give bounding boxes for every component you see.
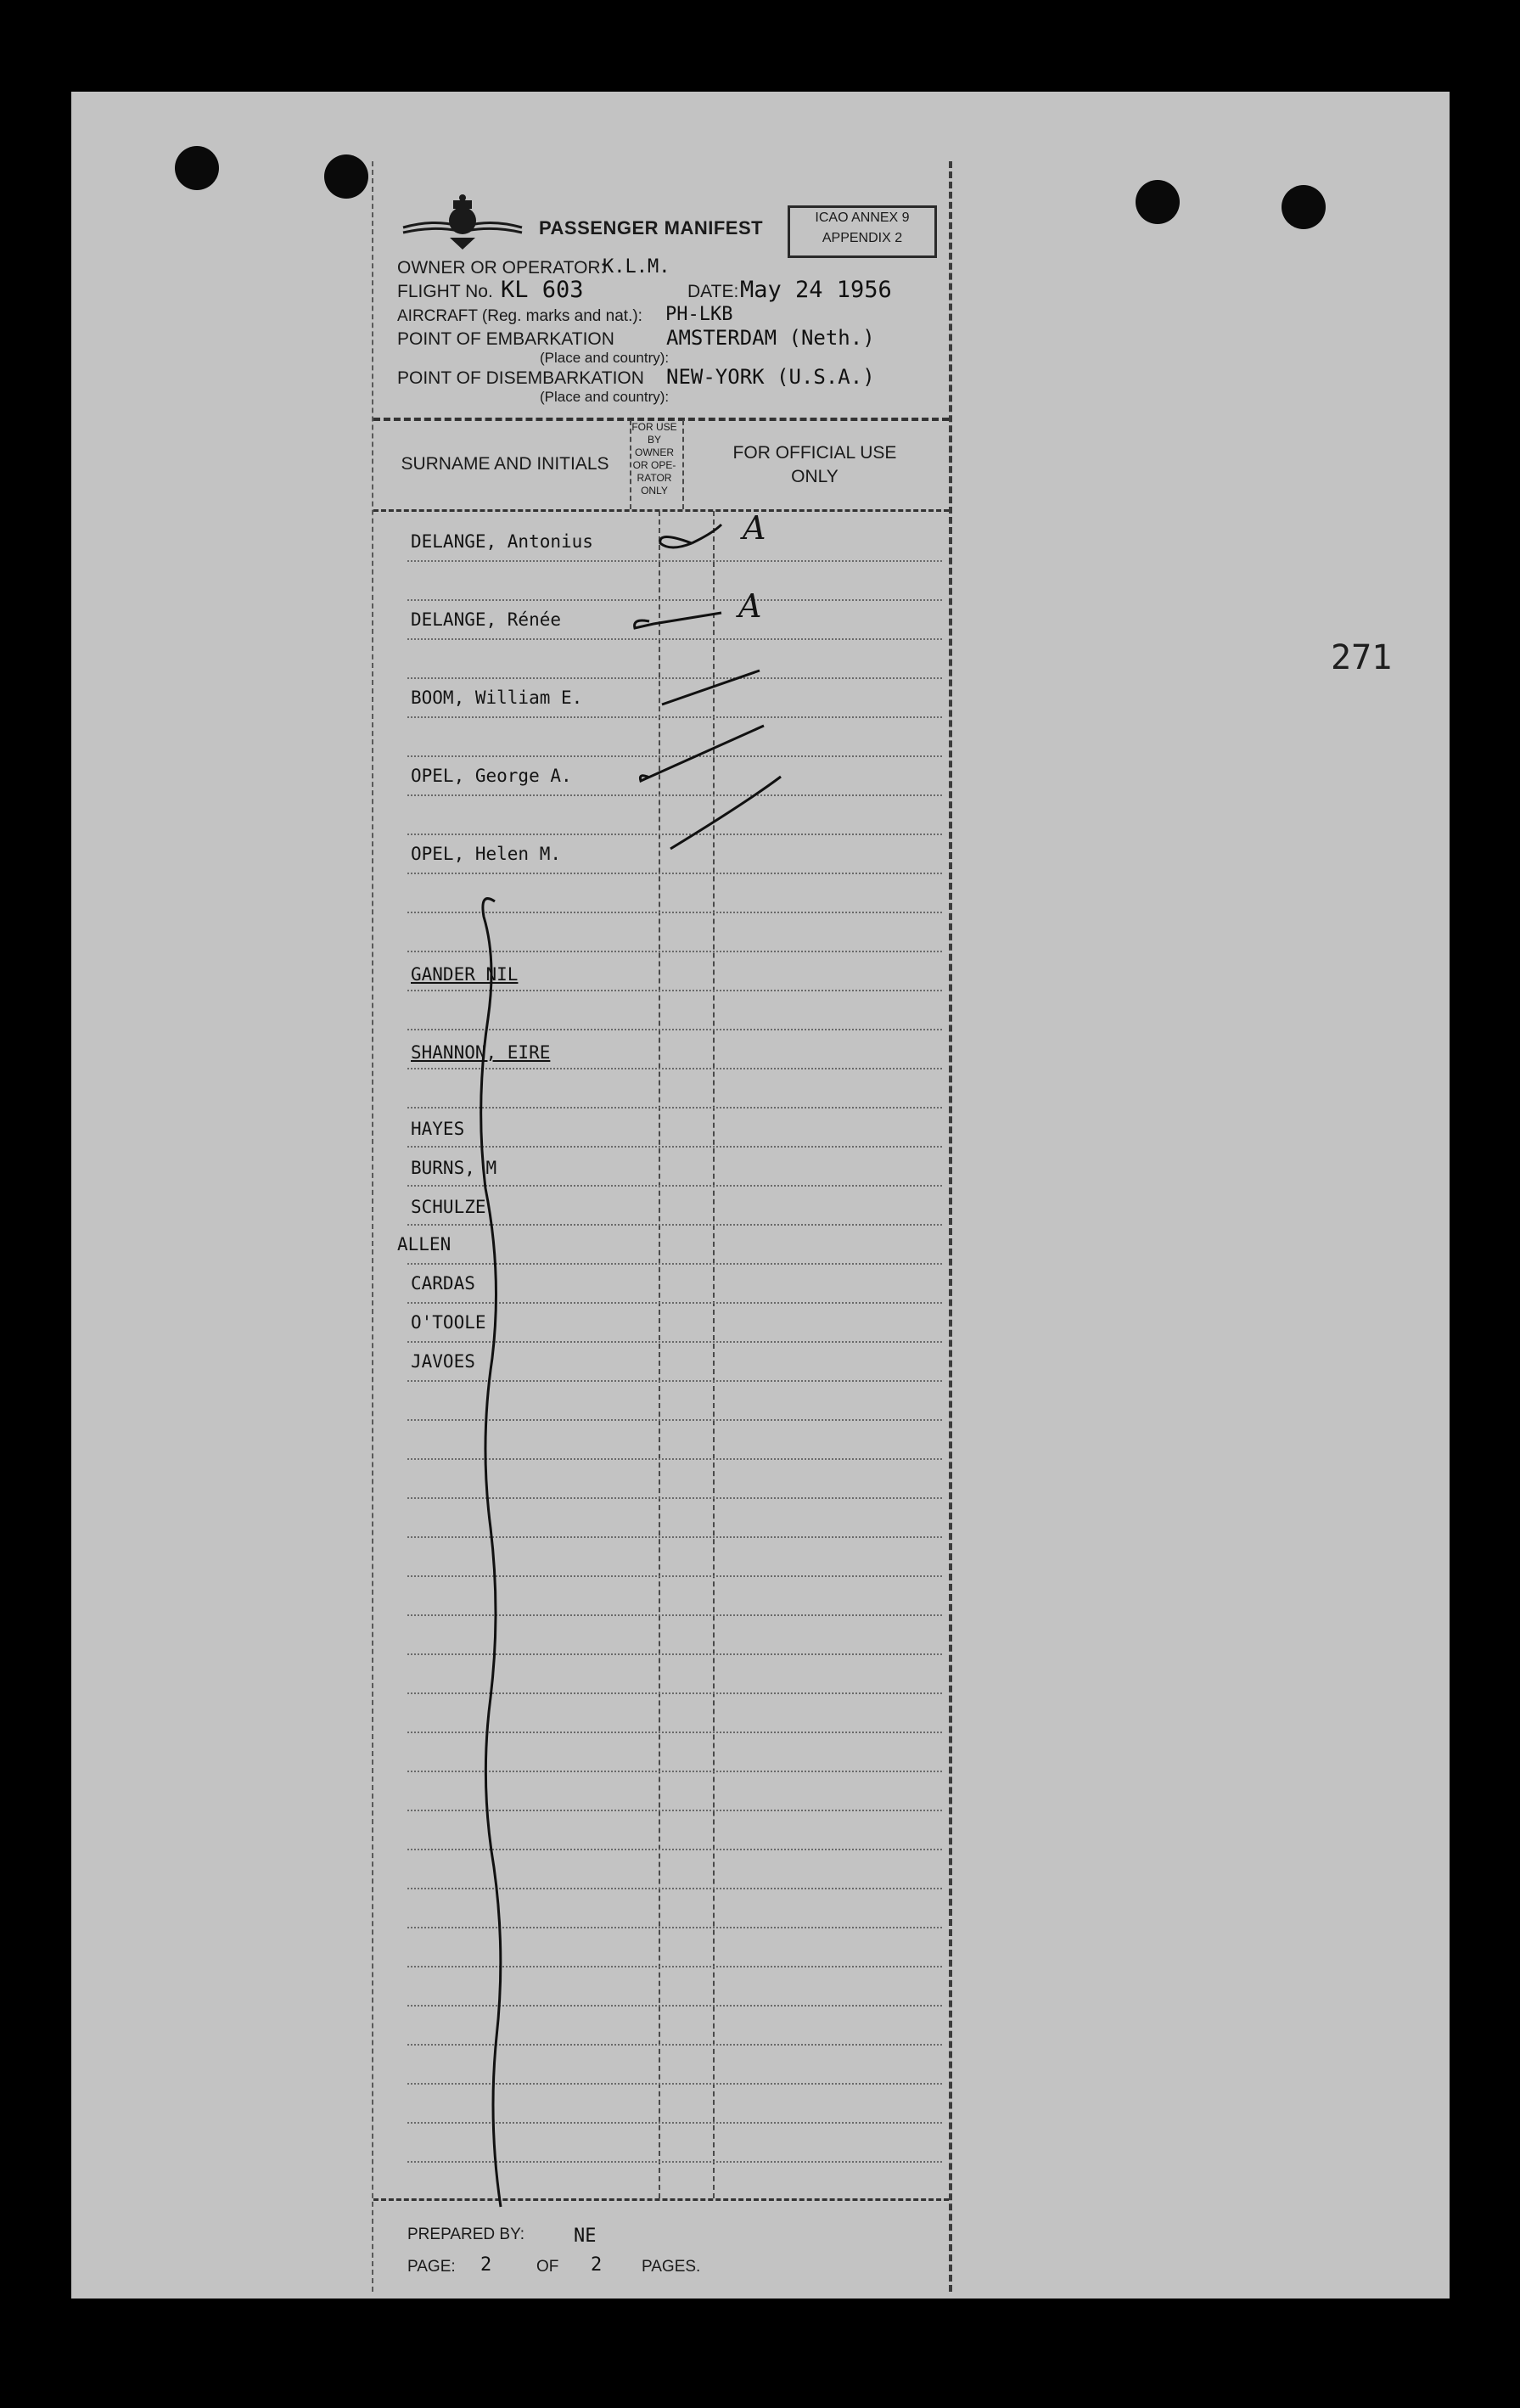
icao-reference-box [788, 205, 937, 258]
ruled-line [407, 1966, 942, 1967]
ruled-line [407, 912, 942, 913]
page-label: PAGE: [407, 2258, 456, 2276]
ruled-line [407, 2083, 942, 2085]
owner-use-line: RATOR [637, 472, 672, 484]
ruled-line [407, 1068, 942, 1069]
prepared-by-label: PREPARED BY: [407, 2226, 524, 2243]
ruled-line [407, 1107, 942, 1109]
official-mark: A [743, 509, 766, 547]
date-value: May 24 1956 [740, 277, 892, 303]
ruled-line [407, 1185, 942, 1187]
ruled-line [407, 990, 942, 991]
disembarkation-label: POINT OF DISEMBARKATION [397, 368, 644, 388]
ruled-line [407, 1888, 942, 1889]
ruled-line [407, 1810, 942, 1811]
ruled-line [407, 1732, 942, 1733]
of-value: 2 [591, 2254, 603, 2276]
ruled-line [407, 677, 942, 679]
ruled-line [407, 1302, 942, 1304]
official-use-column-header [687, 441, 942, 489]
passenger-name: BOOM, William E. [411, 688, 583, 708]
ruled-line [407, 2161, 942, 2163]
aircraft-value: PH-LKB [665, 304, 733, 325]
additional-name: BURNS, M [411, 1158, 497, 1178]
stop-entry: GANDER NIL [411, 964, 519, 985]
ruled-line [407, 755, 942, 757]
stop-entry: SHANNON, EIRE [411, 1042, 551, 1063]
footer-rule [373, 2198, 949, 2201]
ruled-line [407, 2122, 942, 2124]
ruled-line [407, 1263, 942, 1265]
additional-name: CARDAS [411, 1273, 475, 1294]
embarkation-label: POINT OF EMBARKATION [397, 329, 614, 349]
owner-value: K.L.M. [603, 256, 670, 278]
ruled-line [407, 1224, 942, 1226]
additional-name: O'TOOLE [411, 1312, 486, 1333]
page-number: 271 [1331, 638, 1393, 677]
ruled-line [407, 1341, 942, 1343]
owner-use-line: OWNER [635, 446, 674, 458]
ruled-line [407, 834, 942, 835]
ruled-line [407, 1458, 942, 1460]
owner-use-line: BY [647, 434, 661, 446]
date-label: DATE: [687, 282, 739, 301]
punch-hole [1282, 185, 1326, 229]
punch-hole [175, 146, 219, 190]
column-divider [713, 511, 715, 2198]
ruled-line [407, 1380, 942, 1382]
official-use-line: ONLY [791, 467, 839, 486]
ruled-line [407, 599, 942, 601]
prepared-by-value: NE [574, 2226, 597, 2247]
ruled-line [407, 1692, 942, 1694]
column-header-rule [373, 509, 949, 512]
passenger-name: DELANGE, Antonius [411, 531, 593, 552]
aircraft-label: AIRCRAFT (Reg. marks and nat.): [397, 307, 642, 325]
ruled-line [407, 794, 942, 796]
ruled-line [407, 951, 942, 952]
column-divider [630, 420, 631, 509]
owner-use-line: OR OPE- [632, 459, 676, 471]
passenger-name: DELANGE, Rénée [411, 609, 562, 630]
surname-column-header: SURNAME AND INITIALS [401, 454, 609, 474]
owner-label: OWNER OR OPERATOR: [397, 258, 606, 278]
ruled-line [407, 1146, 942, 1148]
ruled-line [407, 2044, 942, 2046]
ruled-line [407, 560, 942, 562]
official-use-line: FOR OFFICIAL USE [732, 443, 897, 463]
ruled-line [407, 1653, 942, 1655]
form-header [373, 161, 949, 420]
embarkation-sub: (Place and country): [540, 350, 670, 366]
manifest-form [372, 161, 952, 2292]
additional-name: HAYES [411, 1119, 465, 1139]
owner-use-column-header [628, 421, 681, 497]
ruled-line [407, 1419, 942, 1421]
passenger-name: OPEL, Helen M. [411, 844, 562, 864]
flight-label: FLIGHT No. [397, 282, 493, 301]
of-label: OF [536, 2258, 559, 2276]
ruled-line [407, 716, 942, 718]
flight-value: KL 603 [501, 277, 584, 303]
disembarkation-value: NEW-YORK (U.S.A.) [666, 365, 875, 389]
owner-use-line: ONLY [641, 485, 668, 497]
official-mark: A [738, 587, 762, 625]
ruled-line [407, 1927, 942, 1928]
punch-hole [1136, 180, 1180, 224]
passenger-name: OPEL, George A. [411, 766, 572, 786]
column-divider [682, 420, 684, 509]
ruled-line [407, 2005, 942, 2007]
ruled-line [407, 1029, 942, 1030]
ruled-line [407, 1771, 942, 1772]
ruled-line [407, 1536, 942, 1538]
pages-label: PAGES. [642, 2258, 701, 2276]
column-divider [659, 511, 660, 2198]
ruled-line [407, 1497, 942, 1499]
additional-name: SCHULZE [411, 1197, 486, 1217]
ruled-line [407, 1614, 942, 1616]
additional-name: ALLEN [397, 1234, 452, 1255]
manifest-title: PASSENGER MANIFEST [539, 217, 764, 239]
icao-annex: ICAO ANNEX 9 [815, 210, 910, 225]
klm-crown-logo-icon [399, 194, 526, 253]
ruled-line [407, 638, 942, 640]
additional-name: JAVOES [411, 1351, 475, 1372]
embarkation-value: AMSTERDAM (Neth.) [666, 326, 875, 350]
page-value: 2 [480, 2254, 492, 2276]
punch-hole [324, 154, 368, 199]
icao-appendix: APPENDIX 2 [822, 231, 903, 245]
ruled-line [407, 1575, 942, 1577]
disembarkation-sub: (Place and country): [540, 389, 670, 405]
ruled-line [407, 1849, 942, 1850]
owner-use-line: FOR USE [631, 421, 677, 433]
ruled-line [407, 873, 942, 874]
